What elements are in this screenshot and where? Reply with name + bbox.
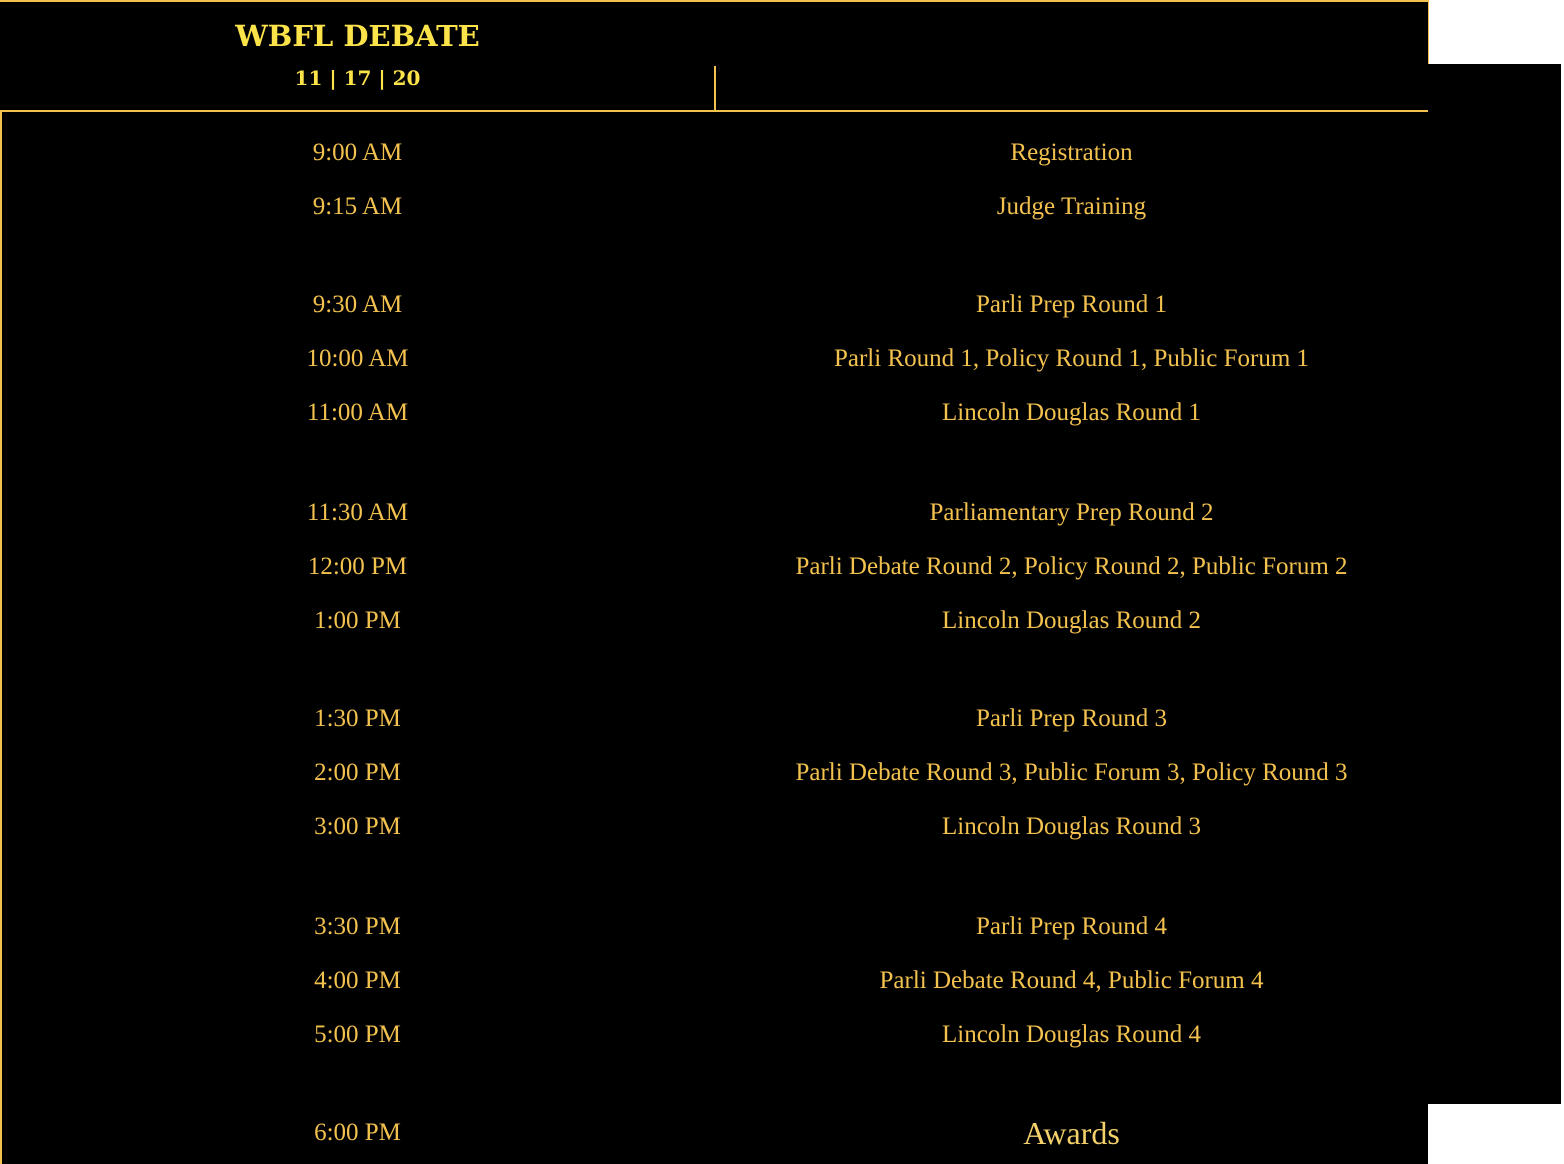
row-event: Parliamentary Prep Round 2	[929, 499, 1214, 526]
right-background-panel	[1428, 64, 1561, 1104]
header-title-block	[0, 2, 715, 110]
row-event: Lincoln Douglas Round 4	[941, 1021, 1201, 1048]
schedule-row	[0, 386, 1428, 440]
row-time: 5:00 PM	[314, 1021, 401, 1048]
row-time: 3:30 PM	[314, 913, 401, 940]
schedule-row	[0, 332, 1428, 386]
schedule-row	[0, 594, 1428, 648]
row-event: Registration	[1010, 139, 1133, 166]
row-time: 9:15 AM	[312, 193, 403, 220]
row-time: 4:00 PM	[314, 967, 401, 994]
row-event: Parli Debate Round 2, Policy Round 2, Public Forum 2	[795, 553, 1348, 580]
row-event: Parli Debate Round 3, Public Forum 3, Policy Round 3	[795, 759, 1348, 786]
row-event: Parli Prep Round 3	[976, 705, 1167, 732]
page-title: WBFL DEBATE	[235, 19, 480, 53]
schedule-row	[0, 1008, 1428, 1062]
schedule-row	[0, 692, 1428, 746]
schedule-row	[0, 486, 1428, 540]
row-time: 10:00 AM	[306, 345, 409, 372]
row-time: 11:00 AM	[306, 399, 409, 426]
schedule-row	[0, 900, 1428, 954]
row-event: Parli Prep Round 4	[976, 913, 1167, 940]
row-event: Judge Training	[996, 193, 1147, 220]
row-event: Parli Debate Round 4, Public Forum 4	[879, 967, 1264, 994]
header-column-divider	[714, 66, 716, 110]
row-time: 6:00 PM	[314, 1119, 401, 1146]
row-time: 12:00 PM	[307, 553, 408, 580]
row-event-awards: Awards	[1023, 1115, 1120, 1151]
row-event: Lincoln Douglas Round 3	[941, 813, 1201, 840]
schedule-row	[0, 1106, 1428, 1160]
schedule-row	[0, 800, 1428, 854]
row-time: 2:00 PM	[314, 759, 401, 786]
row-event: Parli Round 1, Policy Round 1, Public Forum 1	[833, 345, 1310, 372]
schedule-row	[0, 954, 1428, 1008]
schedule-row	[0, 746, 1428, 800]
schedule-row	[0, 126, 1428, 180]
row-event: Lincoln Douglas Round 1	[941, 399, 1201, 426]
schedule-row	[0, 540, 1428, 594]
row-time: 9:30 AM	[312, 291, 403, 318]
schedule-row	[0, 180, 1428, 234]
row-time: 1:00 PM	[314, 607, 401, 634]
row-time: 3:00 PM	[314, 813, 401, 840]
row-time: 1:30 PM	[314, 705, 401, 732]
event-date: 11 | 17 | 20	[294, 66, 421, 90]
row-event: Lincoln Douglas Round 2	[941, 607, 1201, 634]
schedule-row	[0, 278, 1428, 332]
schedule-header	[0, 2, 1428, 112]
row-time: 11:30 AM	[306, 499, 409, 526]
row-time: 9:00 AM	[312, 139, 403, 166]
row-event: Parli Prep Round 1	[976, 291, 1167, 318]
